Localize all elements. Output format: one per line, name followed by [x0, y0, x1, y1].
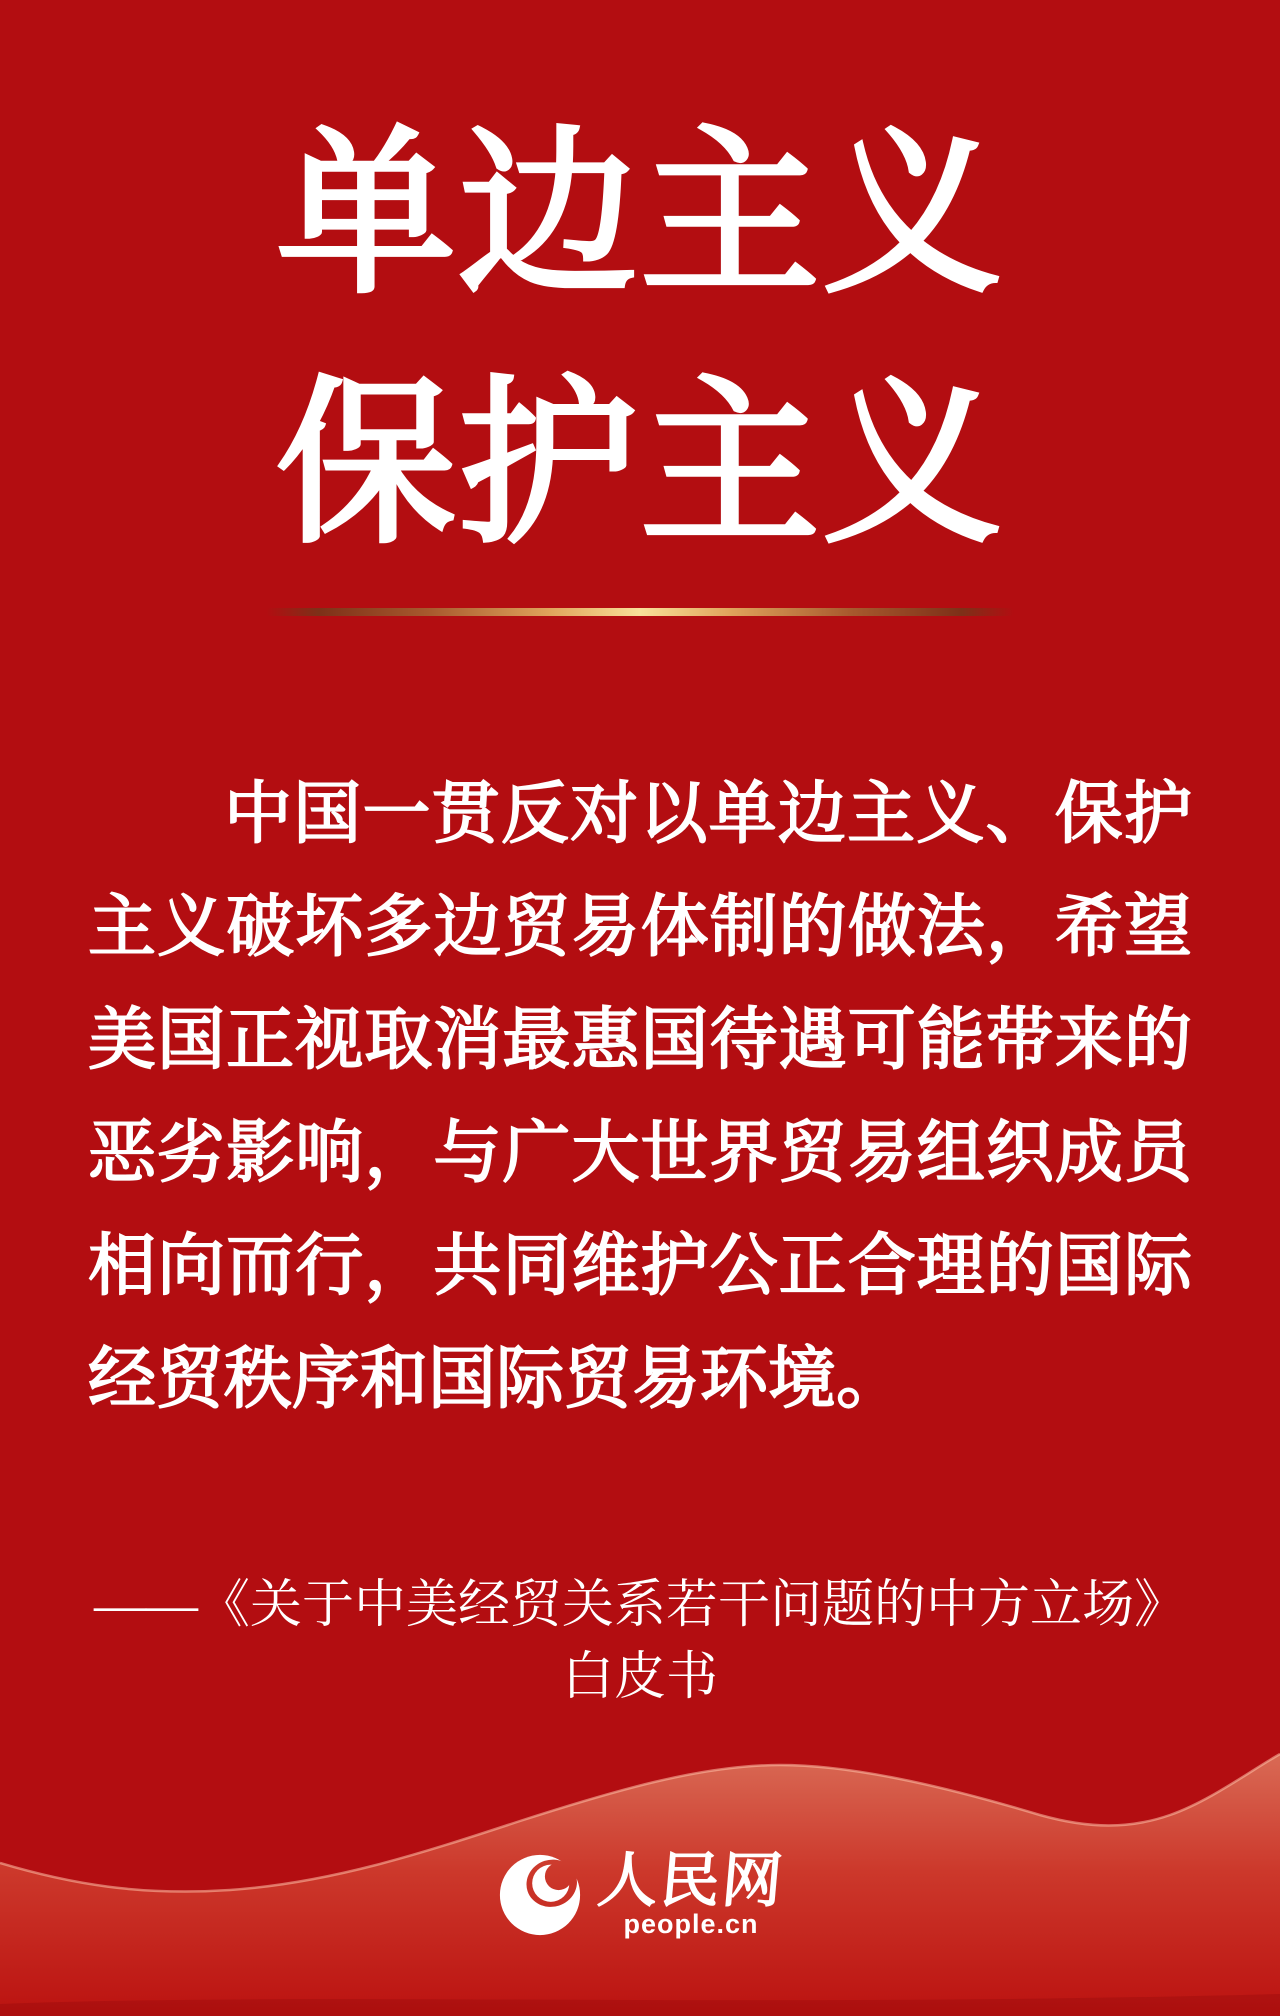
poster-title [0, 90, 1280, 590]
quote-body: 中国一贯反对以单边主义、保护主义破坏多边贸易体制的做法，希望美国正视取消最惠国待遇可能带来的恶劣影响，与广大世界贸易组织成员相向而行，共同维护公正合理的国际经贸秩序和国际贸易环境。 [88, 776, 1192, 1417]
peoples-daily-logo [496, 1847, 787, 1939]
poster-title-line2: 保护主义 [275, 364, 1004, 565]
quote-attribution [0, 1570, 1280, 1714]
gold-divider [266, 608, 1014, 616]
logo-name-cn: 人民网 [595, 1847, 787, 1914]
logo-text [595, 1847, 787, 1939]
poster-title-line1: 单边主义 [275, 114, 1004, 315]
logo-domain: people.cn [623, 1909, 759, 1939]
peoples-daily-swirl-icon [496, 1850, 584, 1938]
attribution-source-type: 白皮书 [561, 1649, 718, 1706]
attribution-source: ——《关于中美经贸关系若干问题的中方立场》 [93, 1577, 1186, 1634]
